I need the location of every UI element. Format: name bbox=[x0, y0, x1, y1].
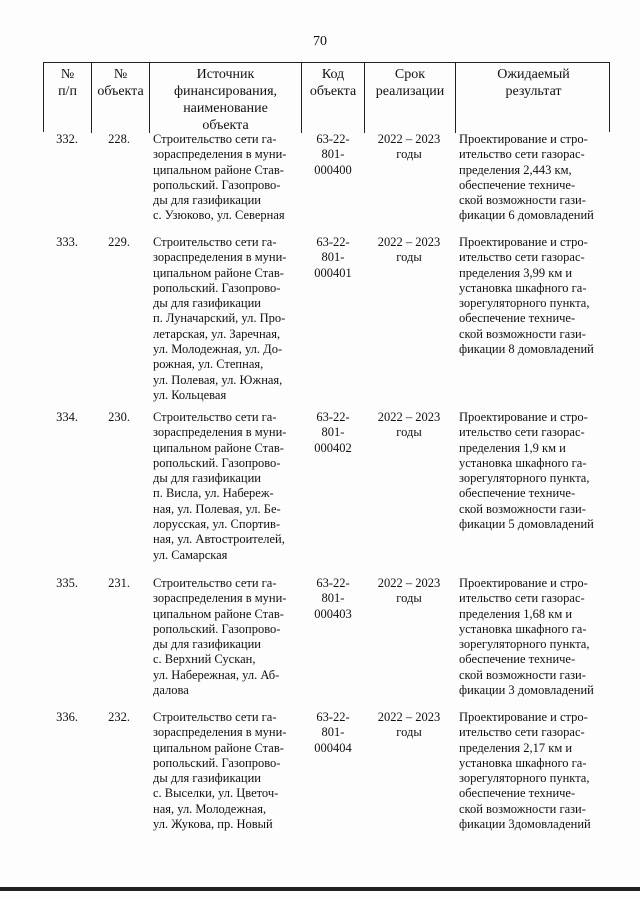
header-result: Ожидаемый результат bbox=[497, 67, 570, 99]
result-text: Проектирование и стро- ительство сети газорас- пределения 2,443 км, обеспечение техниче- ской возможности гази- фикации 6 домовладений bbox=[459, 132, 594, 223]
term-text: 2022 – 2023 годы bbox=[377, 576, 441, 606]
source-text: Строительство сети га- зораспределения в муни- ципальном районе Став- ропольский. Газопрово- ды для газификации п. Луначарский, ул. Про- летарская, ул. Заречная, ул. Молодежная, ул. До- рожная, ул. Степная, ул. Полевая, ул. Южная, ул. Кольцевая bbox=[153, 235, 287, 402]
header-source: Источник финансирования, наименование объекта bbox=[150, 63, 302, 133]
page-bottom-border bbox=[0, 887, 640, 891]
object-code: 63-22- 801- 000403 bbox=[314, 576, 352, 621]
source-text: Строительство сети га- зораспределения в муни- ципальном районе Став- ропольский. Газопрово- ды для газификации с. Верхний Сускан, ул. Набережная, ул. Аб- далова bbox=[153, 576, 287, 698]
term-text: 2022 – 2023 годы bbox=[377, 235, 441, 265]
header-row-number: № п/п bbox=[44, 63, 92, 133]
source-text: Строительство сети га- зораспределения в муни- ципальном районе Став- ропольский. Газопрово- ды для газификации с. Выселки, ул. Цветоч- ная, ул. Молодежная, ул. Жукова, пр. Новый bbox=[153, 710, 287, 832]
result-text: Проектирование и стро- ительство сети газорас- пределения 2,17 км и установка шкафного га- зорегуляторного пункта, обеспечение техниче- ской возможности гази- фикации 3домовладений bbox=[459, 710, 591, 832]
object-number: 229. bbox=[108, 235, 130, 249]
table-header bbox=[43, 62, 610, 132]
object-code: 63-22- 801- 000404 bbox=[314, 710, 352, 755]
term-text: 2022 – 2023 годы bbox=[377, 710, 441, 740]
row-number: 333. bbox=[56, 235, 78, 249]
object-code: 63-22- 801- 000400 bbox=[314, 132, 352, 177]
object-number: 228. bbox=[108, 132, 130, 146]
row-number: 335. bbox=[56, 576, 78, 590]
object-code: 63-22- 801- 000402 bbox=[314, 410, 352, 455]
result-text: Проектирование и стро- ительство сети газорас- пределения 1,9 км и установка шкафного га- зорегуляторного пункта, обеспечение техниче- ской возможности гази- фикации 5 домовладений bbox=[459, 410, 594, 532]
header-object-number: № объекта bbox=[92, 63, 150, 133]
row-number: 332. bbox=[56, 132, 78, 146]
result-text: Проектирование и стро- ительство сети газорас- пределения 3,99 км и установка шкафного га- зорегуляторного пункта, обеспечение техниче- ской возможности гази- фикации 8 домовладений bbox=[459, 235, 594, 357]
header-term: Срок реализации bbox=[365, 63, 456, 133]
object-number: 231. bbox=[108, 576, 130, 590]
header-object-code: Код объекта bbox=[302, 63, 365, 133]
result-text: Проектирование и стро- ительство сети газорас- пределения 1,68 км и установка шкафного га- зорегуляторного пункта, обеспечение техниче- ской возможности гази- фикации 3 домовладений bbox=[459, 576, 594, 698]
object-code: 63-22- 801- 000401 bbox=[314, 235, 352, 280]
row-number: 334. bbox=[56, 410, 78, 424]
object-number: 232. bbox=[108, 710, 130, 724]
page-number: 70 bbox=[313, 34, 327, 49]
source-text: Строительство сети га- зораспределения в муни- ципальном районе Став- ропольский. Газопрово- ды для газификации с. Узюково, ул. Северная bbox=[153, 132, 287, 223]
term-text: 2022 – 2023 годы bbox=[377, 410, 441, 440]
row-number: 336. bbox=[56, 710, 78, 724]
object-number: 230. bbox=[108, 410, 130, 424]
source-text: Строительство сети га- зораспределения в муни- ципальном районе Став- ропольский. Газопрово- ды для газификации п. Висла, ул. Набереж- ная, ул. Полевая, ул. Бе- лорусская, ул. Спортив- ная, ул. Автостроителей, ул. Самарская bbox=[153, 410, 287, 562]
term-text: 2022 – 2023 годы bbox=[377, 132, 441, 162]
